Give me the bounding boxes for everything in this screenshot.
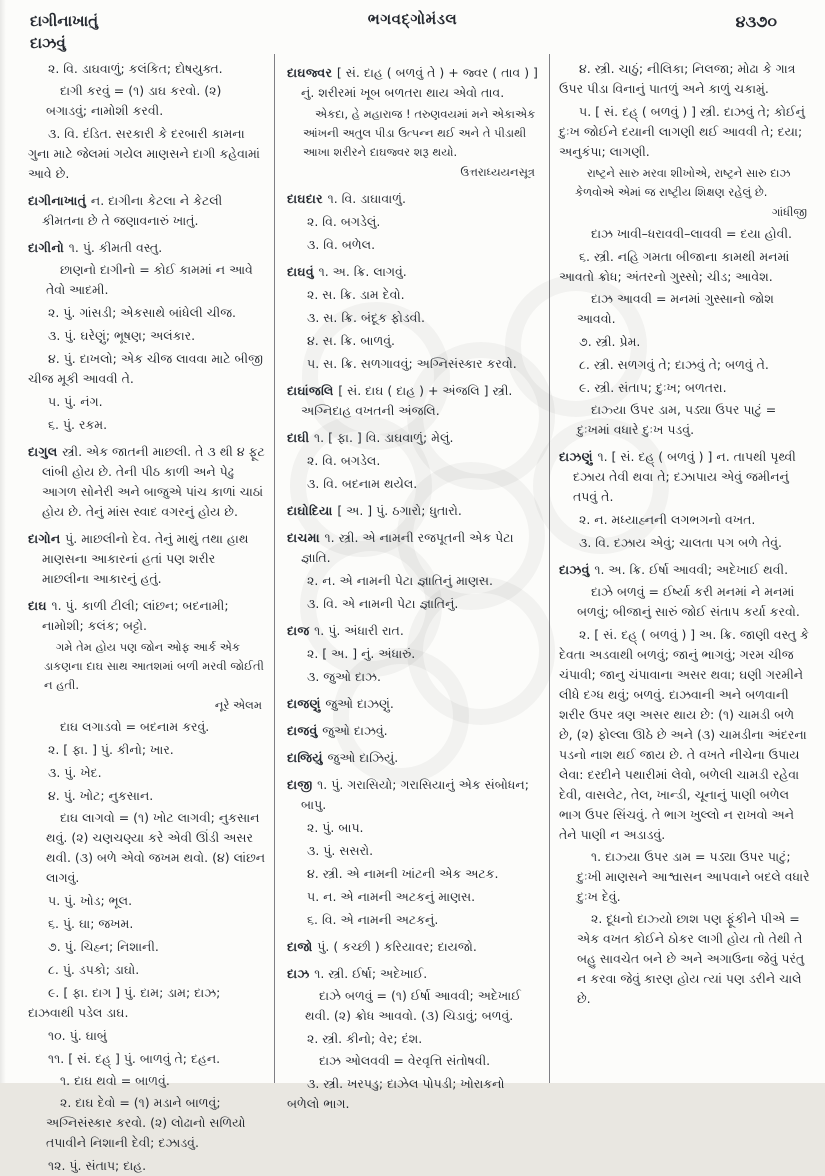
- entry-line: દાઘ લગાડવો = બદનામ કરવું.: [60, 719, 210, 734]
- entry-line: ૩. પું. ખેદ.: [48, 765, 102, 780]
- entry-line: છાણનો દાગીનો = કોઈ કામમાં ન આવે તેવો આદમી.: [46, 262, 253, 297]
- book-title: ભગવદ્ગોમંડલ: [367, 10, 458, 28]
- page-header: [0, 0, 825, 54]
- headword: દાચમા: [287, 530, 325, 545]
- entry-headword-line: દાજણું જુઓ દાઝણું.: [287, 696, 394, 711]
- entry-line: ૩. વિ. એ નામની પેટા જ્ઞાતિનું.: [307, 596, 459, 611]
- entry-headword-line: દાજિયું જુઓ દાઝિયું.: [287, 750, 399, 765]
- headword: દાઘ: [28, 598, 52, 613]
- entry-headword-line: દાગીનાખાતું ન. દાગીના કેટલા ને કેટલી કીમતના છે તે જણાવનારું ખાતું.: [28, 193, 223, 228]
- column-1: [28, 56, 266, 1173]
- entry-line: ૭. સ્ત્રી. પ્રેમ.: [579, 334, 641, 349]
- entry-headword-line: દાજી ૧. પું. ગરાસિયો; ગરાસિયાનું એક સંબોધન; બાપુ.: [287, 777, 529, 812]
- entry-line: ૯. સ્ત્રી. સંતાપ; દુઃખ; બળતરા.: [579, 380, 727, 395]
- headword: દાગીનો: [28, 240, 69, 255]
- column-2: [287, 56, 539, 1111]
- entry-line: નૂરે એલમ: [214, 698, 262, 712]
- entry-headword-line: દાઘજ્વર [ સં. દાહ ( બળવું તે ) + જ્વર ( તાવ ) ] નું. શરીરમાં ખૂબ બળતરા થાય એવો તાવ.: [287, 65, 538, 100]
- headword: દાગુલ: [28, 444, 63, 459]
- entry-line: ૨. વિ. ડાઘવાળું; કલંકિત; દોષયુક્ત.: [48, 61, 223, 76]
- entry-line: ૬. પું. રકમ.: [48, 417, 108, 432]
- entry-line: ૫. પું. ખોડ; ભૂલ.: [48, 893, 133, 908]
- entry-line: ૩. વિ. બદનામ થયેલ.: [307, 476, 418, 491]
- entry-headword-line: દાગુલ સ્ત્રી. એક જાતની માછલી. તે ૩ થી ૪ ફૂટ લાંબી હોય છે. તેની પીઠ કાળી અને પેઢુ આગળ સોનેરી અને બાજુએ પાંચ કાળાં ચાઠાં હોય છે. તેનું માંસ સ્વાદ વગરનું હોય છે.: [28, 444, 265, 519]
- headword: દાઝણું: [559, 449, 598, 464]
- headword: દાજ: [287, 623, 315, 638]
- running-headword-last: દાઝવું: [30, 34, 66, 52]
- entry-line: ૬. પું. ઘા; જખમ.: [48, 916, 134, 931]
- entry-line: ૩. પું. સસરો.: [307, 843, 374, 858]
- entry-headword-line: દાજ ૧. પું. અંધારી રાત.: [287, 623, 404, 638]
- entry-line: ૧. દાઘ થવો = બાળવું.: [60, 1073, 170, 1088]
- entry-headword-line: દાઘી ૧. [ ફા. ] વિ. ડાઘવાળું; મેલું.: [287, 430, 454, 445]
- entry-headword-line: દાજવું જુઓ દાઝવું.: [287, 723, 388, 738]
- entry-line: ૩. જુઓ દાઝ.: [307, 669, 381, 684]
- entry-line: ૩. વિ. દંડિત. સરકારી કે દરબારી કામના ગુના માટે જેલમાં ગયેલ માણસને દાગી કહેવામાં આવે છે.: [28, 126, 260, 181]
- headword: દાઘાંજલિ: [287, 383, 339, 398]
- entry-line: ૨. વિ. બગડેલું.: [307, 214, 381, 229]
- entry-line: ૨. સ. ક્રિ. ડામ દેવો.: [307, 287, 405, 302]
- entry-line: ઉત્તરાધ્યયનસૂત્ર: [460, 165, 535, 179]
- entry-line: ૧૨. પું. સંતાપ; દાહ.: [48, 1158, 147, 1173]
- column-divider-left: [274, 54, 275, 1083]
- headword: દાઘી: [287, 430, 315, 445]
- entry-headword-line: દાચમા ૧. સ્ત્રી. એ નામની રજપૂતની એક પેટા જ્ઞાતિ.: [287, 530, 514, 565]
- entry-line: ૪. પું. ખોટ; નુકસાન.: [48, 788, 154, 803]
- entry-line: ૮. સ્ત્રી. સળગવું તે; દાઝવું તે; બળવું તે.: [579, 357, 769, 372]
- entry-line: દાઝ આવવી = મનમાં ગુસ્સાનો જોશ આવવો.: [577, 291, 774, 326]
- entry-headword-line: દાઘ ૧. પું. કાળી ટીલી; લાંછન; બદનામી; નામોશી; કલંક; બટ્ટો.: [28, 598, 229, 633]
- entry-line: રાષ્ટ્રને સારુ મરવા શીખોએ, રાષ્ટ્રને સારુ દાઝ કેળવોએ એમાં જ રાષ્ટ્રીય શિક્ષણ રહેલું છે.: [575, 166, 791, 199]
- entry-line: ૫. ન. એ નામની અટકનું માણસ.: [307, 889, 476, 904]
- headword: દાજિયું: [287, 750, 328, 765]
- entry-line: ૨. ન. મધ્યાહ્નની લગભગનો વખત.: [579, 512, 756, 527]
- entry-line: ૫. પું. નંગ.: [48, 394, 103, 409]
- headword: દાઘવું: [287, 264, 319, 279]
- entry-line: ૩. સ. ક્રિ. બંદૂક ફોડવી.: [307, 310, 426, 325]
- headword: દાજવું: [287, 723, 323, 738]
- entry-headword-line: દાઝવું ૧. અ. ક્રિ. ઈર્ષા આવવી; અદેખાઈ થવી.: [559, 562, 789, 577]
- entry-line: ૮. પું. ડપકો; ડાઘો.: [48, 962, 140, 977]
- entry-headword-line: દાઝ ૧. સ્ત્રી. ઈર્ષા; અદેખાઈ.: [287, 966, 428, 981]
- entry-line: ૪. સ્ત્રી. એ નામની ખાંટની એક અટક.: [307, 866, 499, 881]
- entry-headword-line: દાઘવું ૧. અ. ક્રિ. લાગવું.: [287, 264, 407, 279]
- entry-line: ૨. [ સં. દહ્ ( બળવું ) ] અ. ક્રિ. જાણી વસ્તુ કે દેવતા અડવાથી બળવું; જાનું ભાગવું; ગરમ ચીજ ચંપાવી; જાનુ ચંપાવાના અસર થવા; ઘણી ગરમીને લીધે દગ્ધ થવું; બળવું. દાઝવાની અને બળવાની શરીર ઉપર ત્રણ અસર થાય છે: (૧) ચામડી બળે છે, (૨) ફોલ્લા ઊઠે છે અને (૩) ચામડીના અંદરના પડનો નાશ થઈ જાય છે. તે વખતે નીચેના ઉપાય લેવા: દરદીને પથારીમાં લેવો, બળેલી ચામડી રહેવા દેવી, વાસલેટ, તેલ, ખાન્ડી, ચૂનાનું પાણી બળેલ ભાગ ઉપર સિંચવું. તે ભાગ ખુલ્લો ન રાખવો અને તેને પાણી ન અડાડવું.: [559, 627, 809, 842]
- entry-line: ૯. [ ફા. દાગ ] પું. દામ; ડામ; દાઝ; દાઝવાથી પડેલ ડાઘ.: [28, 985, 221, 1020]
- page-number: ૪૩૭૦: [735, 12, 777, 31]
- entry-line: ૨. સ્ત્રી. કીનો; વેર; દંશ.: [307, 1031, 423, 1046]
- entry-line: ૭. પું. ચિહ્ન; નિશાની.: [48, 939, 159, 954]
- headword: દાગીનાખાતું: [28, 193, 91, 208]
- entry-line: ૫. સ. ક્રિ. સળગાવવું; અગ્નિસંસ્કાર કરવો.: [307, 356, 517, 371]
- entry-line: ૪. સ્ત્રી. ચાઠું; નીલિકા; નિલજા; મોઢા કે ગાત્ર ઉપર પીડા વિનાનું પાતળું અને કાળું ચકામું.: [559, 61, 796, 96]
- entry-line: ૨. વિ. બગડેલ.: [307, 453, 381, 468]
- column-3: [559, 56, 811, 1078]
- entry-headword-line: દાઘાંજલિ [ સં. દાઘ ( દાહ ) + અંજલિ ] સ્ત્રી. અગ્નિદાહ વખતની અંજલિ.: [287, 383, 513, 418]
- entry-line: એકદા, હે મહારાજ ! તરુણવયમાં મને એકાએક આંખની અતુલ પીડા ઉત્પન્ન થઈ અને તે પીડાથી આખા શરીરને દાઘજ્વર શરૂ થયો.: [303, 107, 536, 159]
- entry-line: ૨. દાઘ દેવો = (૧) મડાને બાળવું; અગ્નિસંસ્કાર કરવો. (૨) લોઢાનો સળિયો તપાવીને નિશાની દેવી; દઝાડવું.: [46, 1095, 246, 1150]
- headword: દાઝવું: [559, 562, 595, 577]
- entry-line: ૨. દૂધનો દાઝ્યો છાશ પણ ફૂંકીને પીએ = એક વખત કોઈને ઠોકર લાગી હોય તો તેથી તે બહુ સાવચેત બને છે અને અગાઉના જેવું પરંતુ ન કરવા જેવું કારણ હોય ત્યાં પણ ડરીને ચાલે છે.: [577, 911, 805, 1006]
- entry-line: ૪. સ. ક્રિ. બાળવું.: [307, 333, 395, 348]
- entry-line: ગાંધીજી: [771, 205, 807, 219]
- headword: દાઝ: [287, 966, 315, 981]
- entry-headword-line: દાજો પું. ( કચ્છી ) કરિયાવર; દાયજો.: [287, 939, 477, 954]
- entry-line: ૧૧. [ સં. દહ્ ] પું. બાળવું તે; દહન.: [48, 1051, 221, 1066]
- entry-line: દાઝ્યા ઉપર ડામ, પડ્યા ઉપર પાટું = દુઃખમાં વધારે દુઃખ પડવું.: [577, 402, 777, 437]
- headword: દાઘોદિયા: [287, 503, 338, 518]
- entry-line: ગમે તેમ હોય પણ જોન ઓફ આર્ક એક ડાકણના દાઘ સાથ આતશમાં બળી મરવી જોઈતી ન હતી.: [44, 640, 264, 692]
- headword: દાજી: [287, 777, 318, 792]
- headword: દાઘદાર: [287, 191, 328, 206]
- entry-line: દાગી કરવું = (૧) ડાઘ કરવો. (૨) બગાડવું; નામોશી કરવી.: [46, 83, 222, 118]
- entry-line: ૪. પું. દાખલો; એક ચીજ લાવવા માટે બીજી ચીજ મૂકી આવવી તે.: [28, 351, 263, 386]
- entry-line: ૨. પું. બાપ.: [307, 820, 364, 835]
- running-headword-first: દાગીનાખાતું: [30, 12, 99, 30]
- entry-line: ૩. વિ. દઝાય એવું; ચાલતા પગ બળે તેવું.: [579, 535, 783, 550]
- entry-line: ૨. પું. ગાંસડી; એકસાથે બાંધેલી ચીજ.: [48, 305, 237, 320]
- entry-line: ૩. પું. ઘરેણું; ભૂષણ; અલંકાર.: [48, 328, 196, 343]
- headword: દાગોન: [28, 531, 66, 546]
- entry-headword-line: દાઘોદિયા [ અ. ] પું. ઠગારો; ધુતારો.: [287, 503, 462, 518]
- entry-line: ૫. [ સં. દહ્ ( બળવું ) ] સ્ત્રી. દાઝવું તે; કોઈનું દુઃખ જોઈને દયાની લાગણી થઈ આવવી તે; દયા; અનુકંપા; લાગણી.: [559, 104, 805, 159]
- entry-headword-line: દાગોન પું. માછલીનો દેવ. તેનું માથું તથા હાથ માણસના આકારનાં હતાં પણ શરીર માછલીના આકારનું હતું.: [28, 531, 249, 586]
- entry-line: ૨. [ અ. ] નું. અંધારું.: [307, 646, 416, 661]
- entry-line: ૩. વિ. બળેલ.: [307, 237, 376, 252]
- entry-headword-line: દાઝણું ૧. [ સં. દહ્ ( બળવું ) ] ન. તાપથી પૃથ્વી દઝાય તેવી થવા તે; દઝાપાય એવું જમીનનું તપવું તે.: [559, 449, 796, 504]
- entry-line: ૧. દાઝ્યા ઉપર ડામ = પડ્યા ઉપર પાટું; દુઃખી માણસને આશ્વાસન આપવાને બદલે વધારે દુઃખ દેવું.: [577, 849, 810, 904]
- entry-line: ૧૦. પું. ઘાબું: [48, 1028, 107, 1043]
- scan-edge-shadow: [0, 0, 6, 1083]
- entry-line: ૨. [ ફા. ] પું. કીનો; ખાર.: [48, 742, 174, 757]
- entry-line: દાઝ ખાવી–ધરાવવી–લાવવી = દયા હોવી.: [591, 226, 793, 241]
- headword: દાજો: [287, 939, 318, 954]
- headword: દાજણું: [287, 696, 326, 711]
- entry-line: ૬. વિ. એ નામની અટકનું.: [307, 912, 439, 927]
- entry-line: ૬. સ્ત્રી. નહિ ગમતા બીજાના કામથી મનમાં આવતો ક્રોધ; અંતરનો ગુસ્સો; ચીડ; આવેશ.: [559, 249, 790, 284]
- entry-line: દાઝે બળવું = ઈર્ષ્યા કરી મનમાં ને મનમાં બળવું; બીજાનું સારું જોઈ સંતાપ કર્યા કરવો.: [577, 584, 800, 619]
- entry-line: દાઝે બળવું = (૧) ઈર્ષા આવવી; અદેખાઈ થવી. (૨) ક્રોધ આવવો. (૩) ચિડાવું; બળવું.: [305, 988, 521, 1023]
- entry-line: ૨. ન. એ નામની પેટા જ્ઞાતિનું માણસ.: [307, 573, 493, 588]
- entry-line: દાઝ ઓલવવી = વેરવૃત્તિ સંતોષવી.: [319, 1053, 491, 1068]
- entry-line: દાઘ લાગવો = (૧) ખોટ લાગવી; નુકસાન થવું. (૨) ચણચણ્યા કરે એવી ઊંડી અસર થવી. (૩) બળે એવો જખમ થવો. (૪) લાંછન લાગવું.: [46, 810, 266, 885]
- entry-headword-line: દાઘદાર ૧. વિ. ડાઘાવાળું.: [287, 191, 406, 206]
- column-divider-right: [549, 54, 550, 1083]
- entry-line: ૩. સ્ત્રી. ખરપડુ; દાઝેલ પોપડી; ખોરાકનો બળેલો ભાગ.: [287, 1076, 505, 1111]
- entry-headword-line: દાગીનો ૧. પું. કીમતી વસ્તુ.: [28, 240, 163, 255]
- headword: દાઘજ્વર: [287, 65, 337, 80]
